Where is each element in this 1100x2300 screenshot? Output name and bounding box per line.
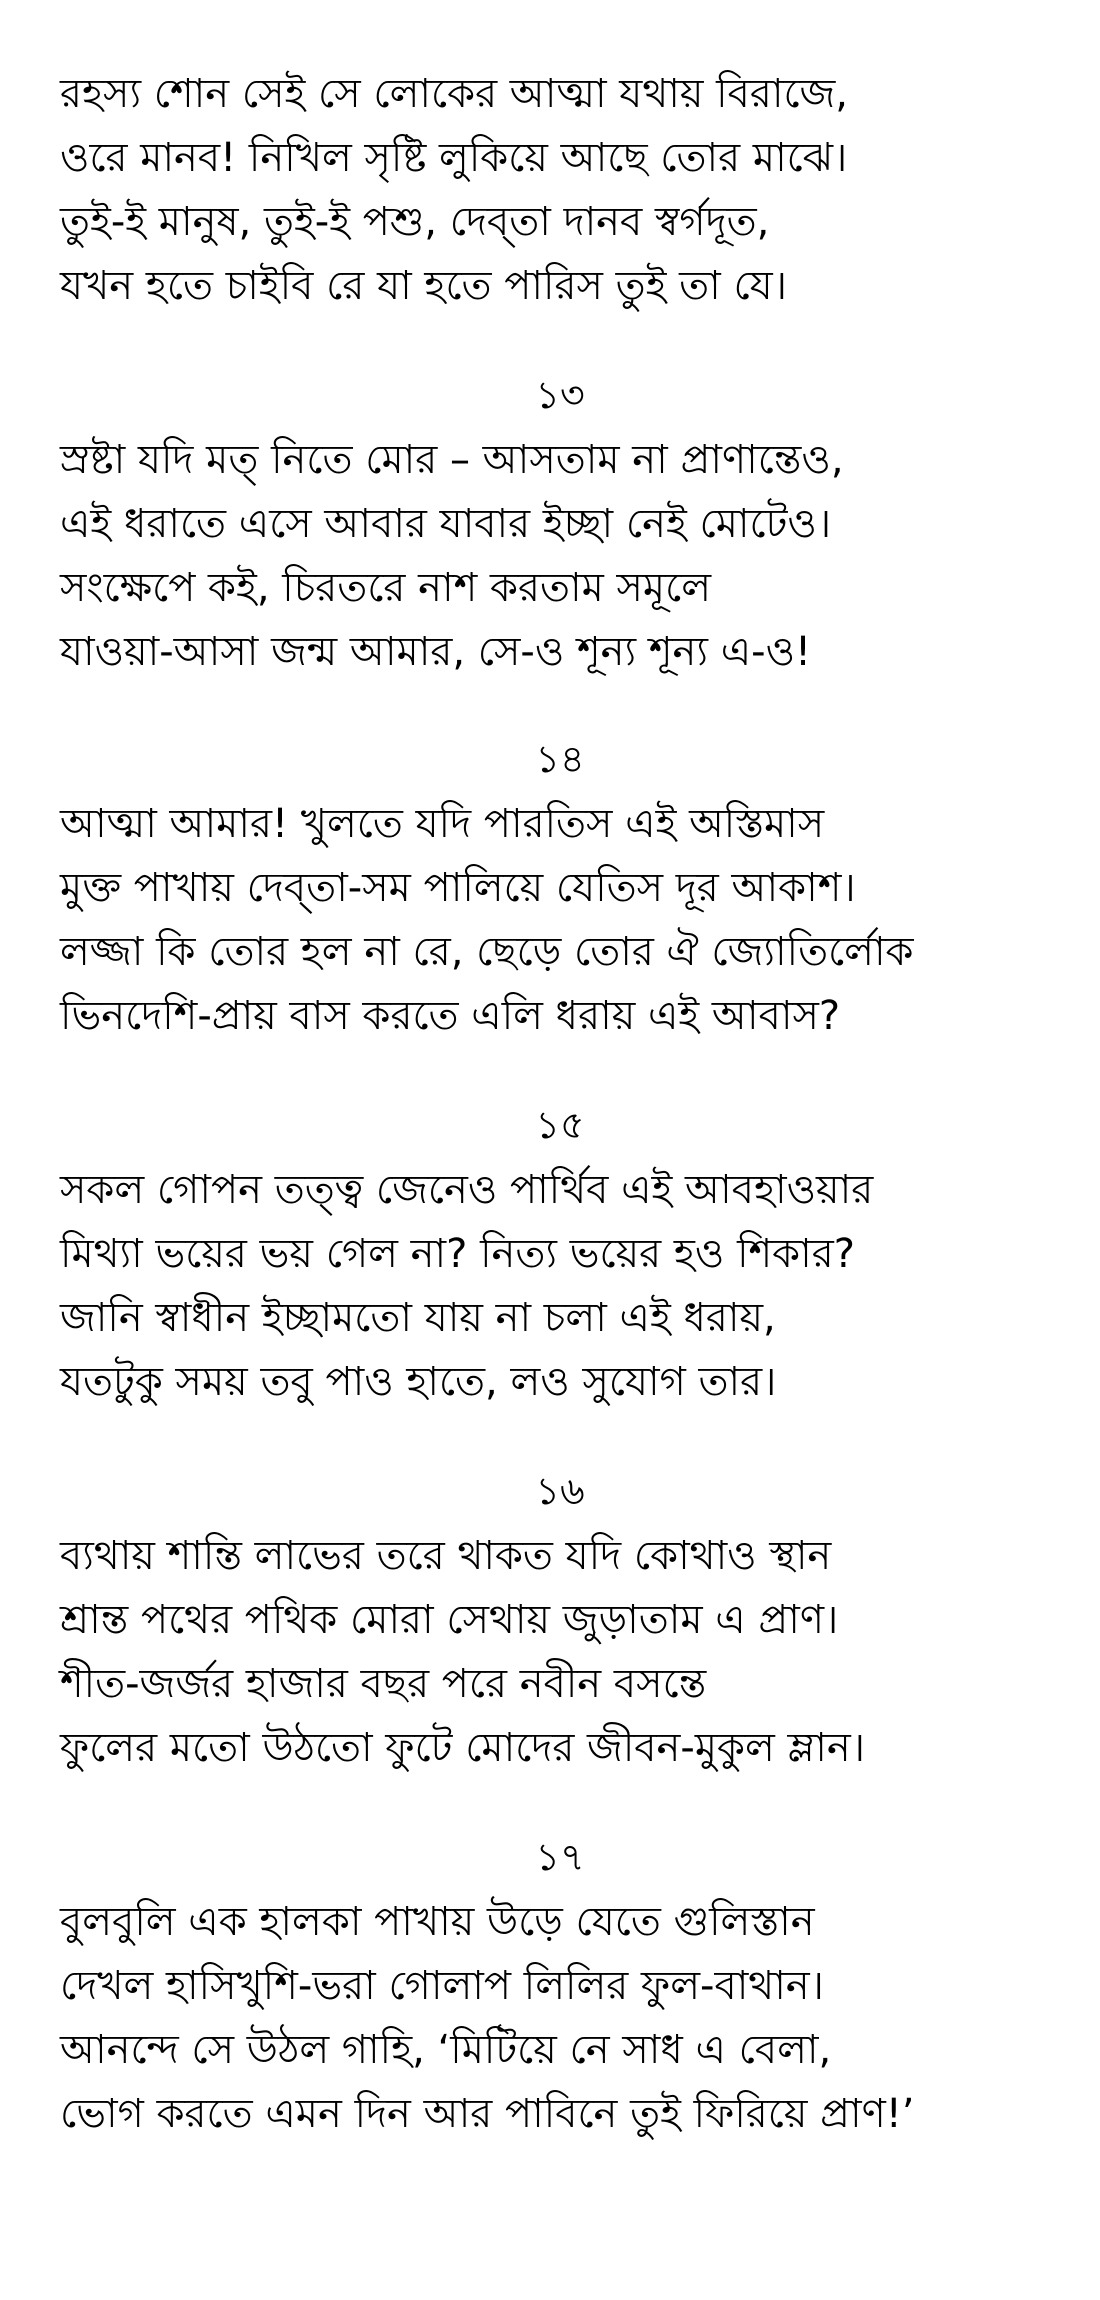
verse-line: জানি স্বাধীন ইচ্ছামতো যায় না চলা এই ধরায়, bbox=[60, 1295, 776, 1341]
verse-line: যখন হতে চাইবি রে যা হতে পারিস তুই তা যে। bbox=[60, 263, 788, 309]
verse-line: তুই-ই মানুষ, তুই-ই পশু, দেব্‌তা দানব স্বর্গদূত, bbox=[60, 199, 770, 245]
verse-line: দেখল হাসিখুশি-ভরা গোলাপ লিলির ফুল-বাথান। bbox=[60, 1963, 824, 2009]
verse-line: মিথ্যা ভয়ের ভয় গেল না? নিত্য ভয়ের হও শিকার? bbox=[60, 1231, 855, 1277]
verse-line: যতটুকু সময় তবু পাও হাতে, লও সুযোগ তার। bbox=[60, 1359, 777, 1405]
verse-line: মুক্ত পাখায় দেব্‌তা-সম পালিয়ে যেতিস দূর আকাশ। bbox=[60, 865, 856, 911]
stanza-16 bbox=[60, 1464, 1060, 1780]
verse-line: যাওয়া-আসা জন্ম আমার, সে-ও শূন্য শূন্য এ-ও! bbox=[60, 629, 812, 675]
stanza-17 bbox=[60, 1830, 1060, 2146]
stanza-number: ১৪ bbox=[535, 737, 585, 781]
verse-line: শ্রান্ত পথের পথিক মোরা সেথায় জুড়াতাম এ প্রাণ। bbox=[60, 1597, 839, 1643]
stanza-12-continued bbox=[60, 62, 1060, 318]
verse-line: ভিনদেশি-প্রায় বাস করতে এলি ধরায় এই আবাস? bbox=[60, 993, 841, 1039]
verse-line: ব্যথায় শান্তি লাভের তরে থাকত যদি কোথাও স্থান bbox=[60, 1533, 832, 1579]
verse-line: বুলবুলি এক হালকা পাখায় উড়ে যেতে গুলিস্তান bbox=[60, 1899, 815, 1945]
verse-line: সকল গোপন তত্ত্ব জেনেও পার্থিব এই আবহাওয়ার bbox=[60, 1167, 874, 1213]
verse-line: ওরে মানব! নিখিল সৃষ্টি লুকিয়ে আছে তোর মাঝে। bbox=[60, 135, 848, 181]
verse-line: ফুলের মতো উঠতো ফুটে মোদের জীবন-মুকুল ম্লান। bbox=[60, 1725, 866, 1771]
stanza-number: ১৭ bbox=[535, 1835, 585, 1879]
stanza-14 bbox=[60, 732, 1060, 1048]
verse-line: ভোগ করতে এমন দিন আর পাবিনে তুই ফিরিয়ে প্রাণ!’ bbox=[60, 2091, 915, 2137]
verse-line: সংক্ষেপে কই, চিরতরে নাশ করতাম সমূলে bbox=[60, 565, 712, 611]
stanza-number: ১৬ bbox=[535, 1469, 585, 1513]
verse-line: এই ধরাতে এসে আবার যাবার ইচ্ছা নেই মোটেও। bbox=[60, 501, 832, 547]
verse-line: আনন্দে সে উঠল গাহি, ‘মিটিয়ে নে সাধ এ বেলা, bbox=[60, 2027, 832, 2073]
stanza-15 bbox=[60, 1098, 1060, 1414]
verse-line: শীত-জর্জর হাজার বছর পরে নবীন বসন্তে bbox=[60, 1661, 707, 1707]
verse-line: রহস্য শোন সেই সে লোকের আত্মা যথায় বিরাজে, bbox=[60, 71, 849, 117]
stanza-13 bbox=[60, 368, 1060, 684]
verse-line: স্রষ্টা যদি মত্ নিতে মোর – আসতাম না প্রাণান্তেও, bbox=[60, 437, 844, 483]
verse-line: লজ্জা কি তোর হল না রে, ছেড়ে তোর ঐ জ্যোতির্লোক bbox=[60, 929, 914, 975]
stanza-number: ১৫ bbox=[535, 1103, 585, 1147]
verse-line: আত্মা আমার! খুলতে যদি পারতিস এই অস্তিমাস bbox=[60, 801, 825, 847]
stanza-number: ১৩ bbox=[535, 373, 585, 417]
